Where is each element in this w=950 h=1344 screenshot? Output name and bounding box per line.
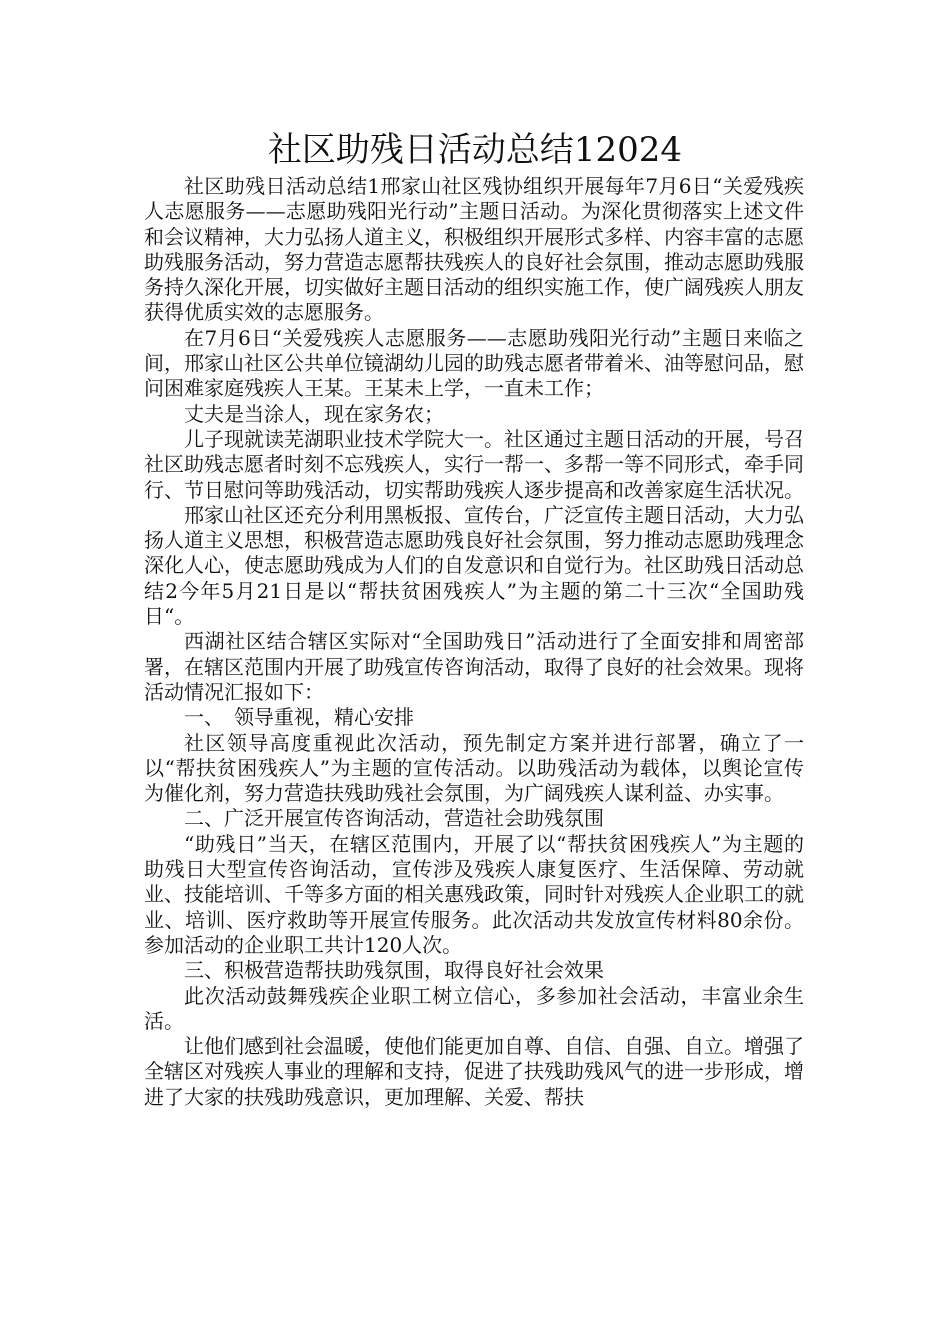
- paragraph: 丈夫是当涂人，现在家务农；: [184, 401, 444, 426]
- document-body: [144, 174, 804, 1110]
- section-heading: 三、积极营造帮扶助残氛围，取得良好社会效果: [184, 958, 604, 983]
- paragraph: 西湖社区结合辖区实际对“全国助残日”活动进行了全面安排和周密部署，在辖区范围内开展了助残宣传咨询活动，取得了良好的社会效果。现将活动情况汇报如下：: [144, 629, 804, 704]
- paragraph: 邢家山社区还充分利用黑板报、宣传台，广泛宣传主题日活动，大力弘扬人道主义思想，积极营造志愿助残良好社会氛围，努力推动志愿助残理念深化人心，使志愿助残成为人们的自发意识和自觉行为。社区助残日活动总结2今年5月21日是以“帮扶贫困残疾人”为主题的第二十三次“全国助残日“。: [144, 502, 804, 629]
- document-title: 社区助残日活动总结12024: [267, 130, 683, 170]
- paragraph: 此次活动鼓舞残疾企业职工树立信心，多参加社会活动，丰富业余生活。: [144, 983, 804, 1033]
- section-heading: 一、 领导重视，精心安排: [184, 705, 414, 730]
- paragraph: 在7月6日“关爱残疾人志愿服务——志愿助残阳光行动”主题日来临之间，邢家山社区公共单位镜湖幼儿园的助残志愿者带着米、油等慰问品，慰问困难家庭残疾人王某。王某未上学，一直未工作；: [144, 325, 804, 401]
- section-heading: 二、广泛开展宣传咨询活动，营造社会助残氛围: [184, 806, 604, 831]
- paragraph: 儿子现就读芜湖职业技术学院大一。社区通过主题日活动的开展，号召社区助残志愿者时刻不忘残疾人，实行一帮一、多帮一等不同形式，牵手同行、节日慰问等助残活动，切实帮助残疾人逐步提高和改善家庭生活状况。: [144, 426, 804, 502]
- paragraph: “助残日”当天，在辖区范围内，开展了以“帮扶贫困残疾人”为主题的助残日大型宣传咨询活动，宣传涉及残疾人康复医疗、生活保障、劳动就业、技能培训、千等多方面的相关惠残政策，同时针对残疾人企业职工的就业、培训、医疗救助等开展宣传服务。此次活动共发放宣传材料80余份。参加活动的企业职工共计120人次。: [144, 831, 804, 957]
- paragraph: 社区领导高度重视此次活动，预先制定方案并进行部署，确立了一以“帮扶贫困残疾人”为主题的宣传活动。以助残活动为载体，以舆论宣传为催化剂，努力营造扶残助残社会氛围，为广阔残疾人谋利益、办实事。: [144, 730, 804, 806]
- paragraph: 让他们感到社会温暖，使他们能更加自尊、自信、自强、自立。增强了全辖区对残疾人事业的理解和支持，促进了扶残助残风气的进一步形成，增进了大家的扶残助残意识，更加理解、关爱、帮扶: [144, 1034, 804, 1109]
- paragraph: 社区助残日活动总结1邢家山社区残协组织开展每年7月6日“关爱残疾人志愿服务——志愿助残阳光行动”主题日活动。为深化贯彻落实上述文件和会议精神，大力弘扬人道主义，积极组织开展形式多样、内容丰富的志愿助残服务活动，努力营造志愿帮扶残疾人的良好社会氛围，推动志愿助残服务持久深化开展，切实做好主题日活动的组织实施工作，使广阔残疾人朋友获得优质实效的志愿服务。: [144, 174, 804, 325]
